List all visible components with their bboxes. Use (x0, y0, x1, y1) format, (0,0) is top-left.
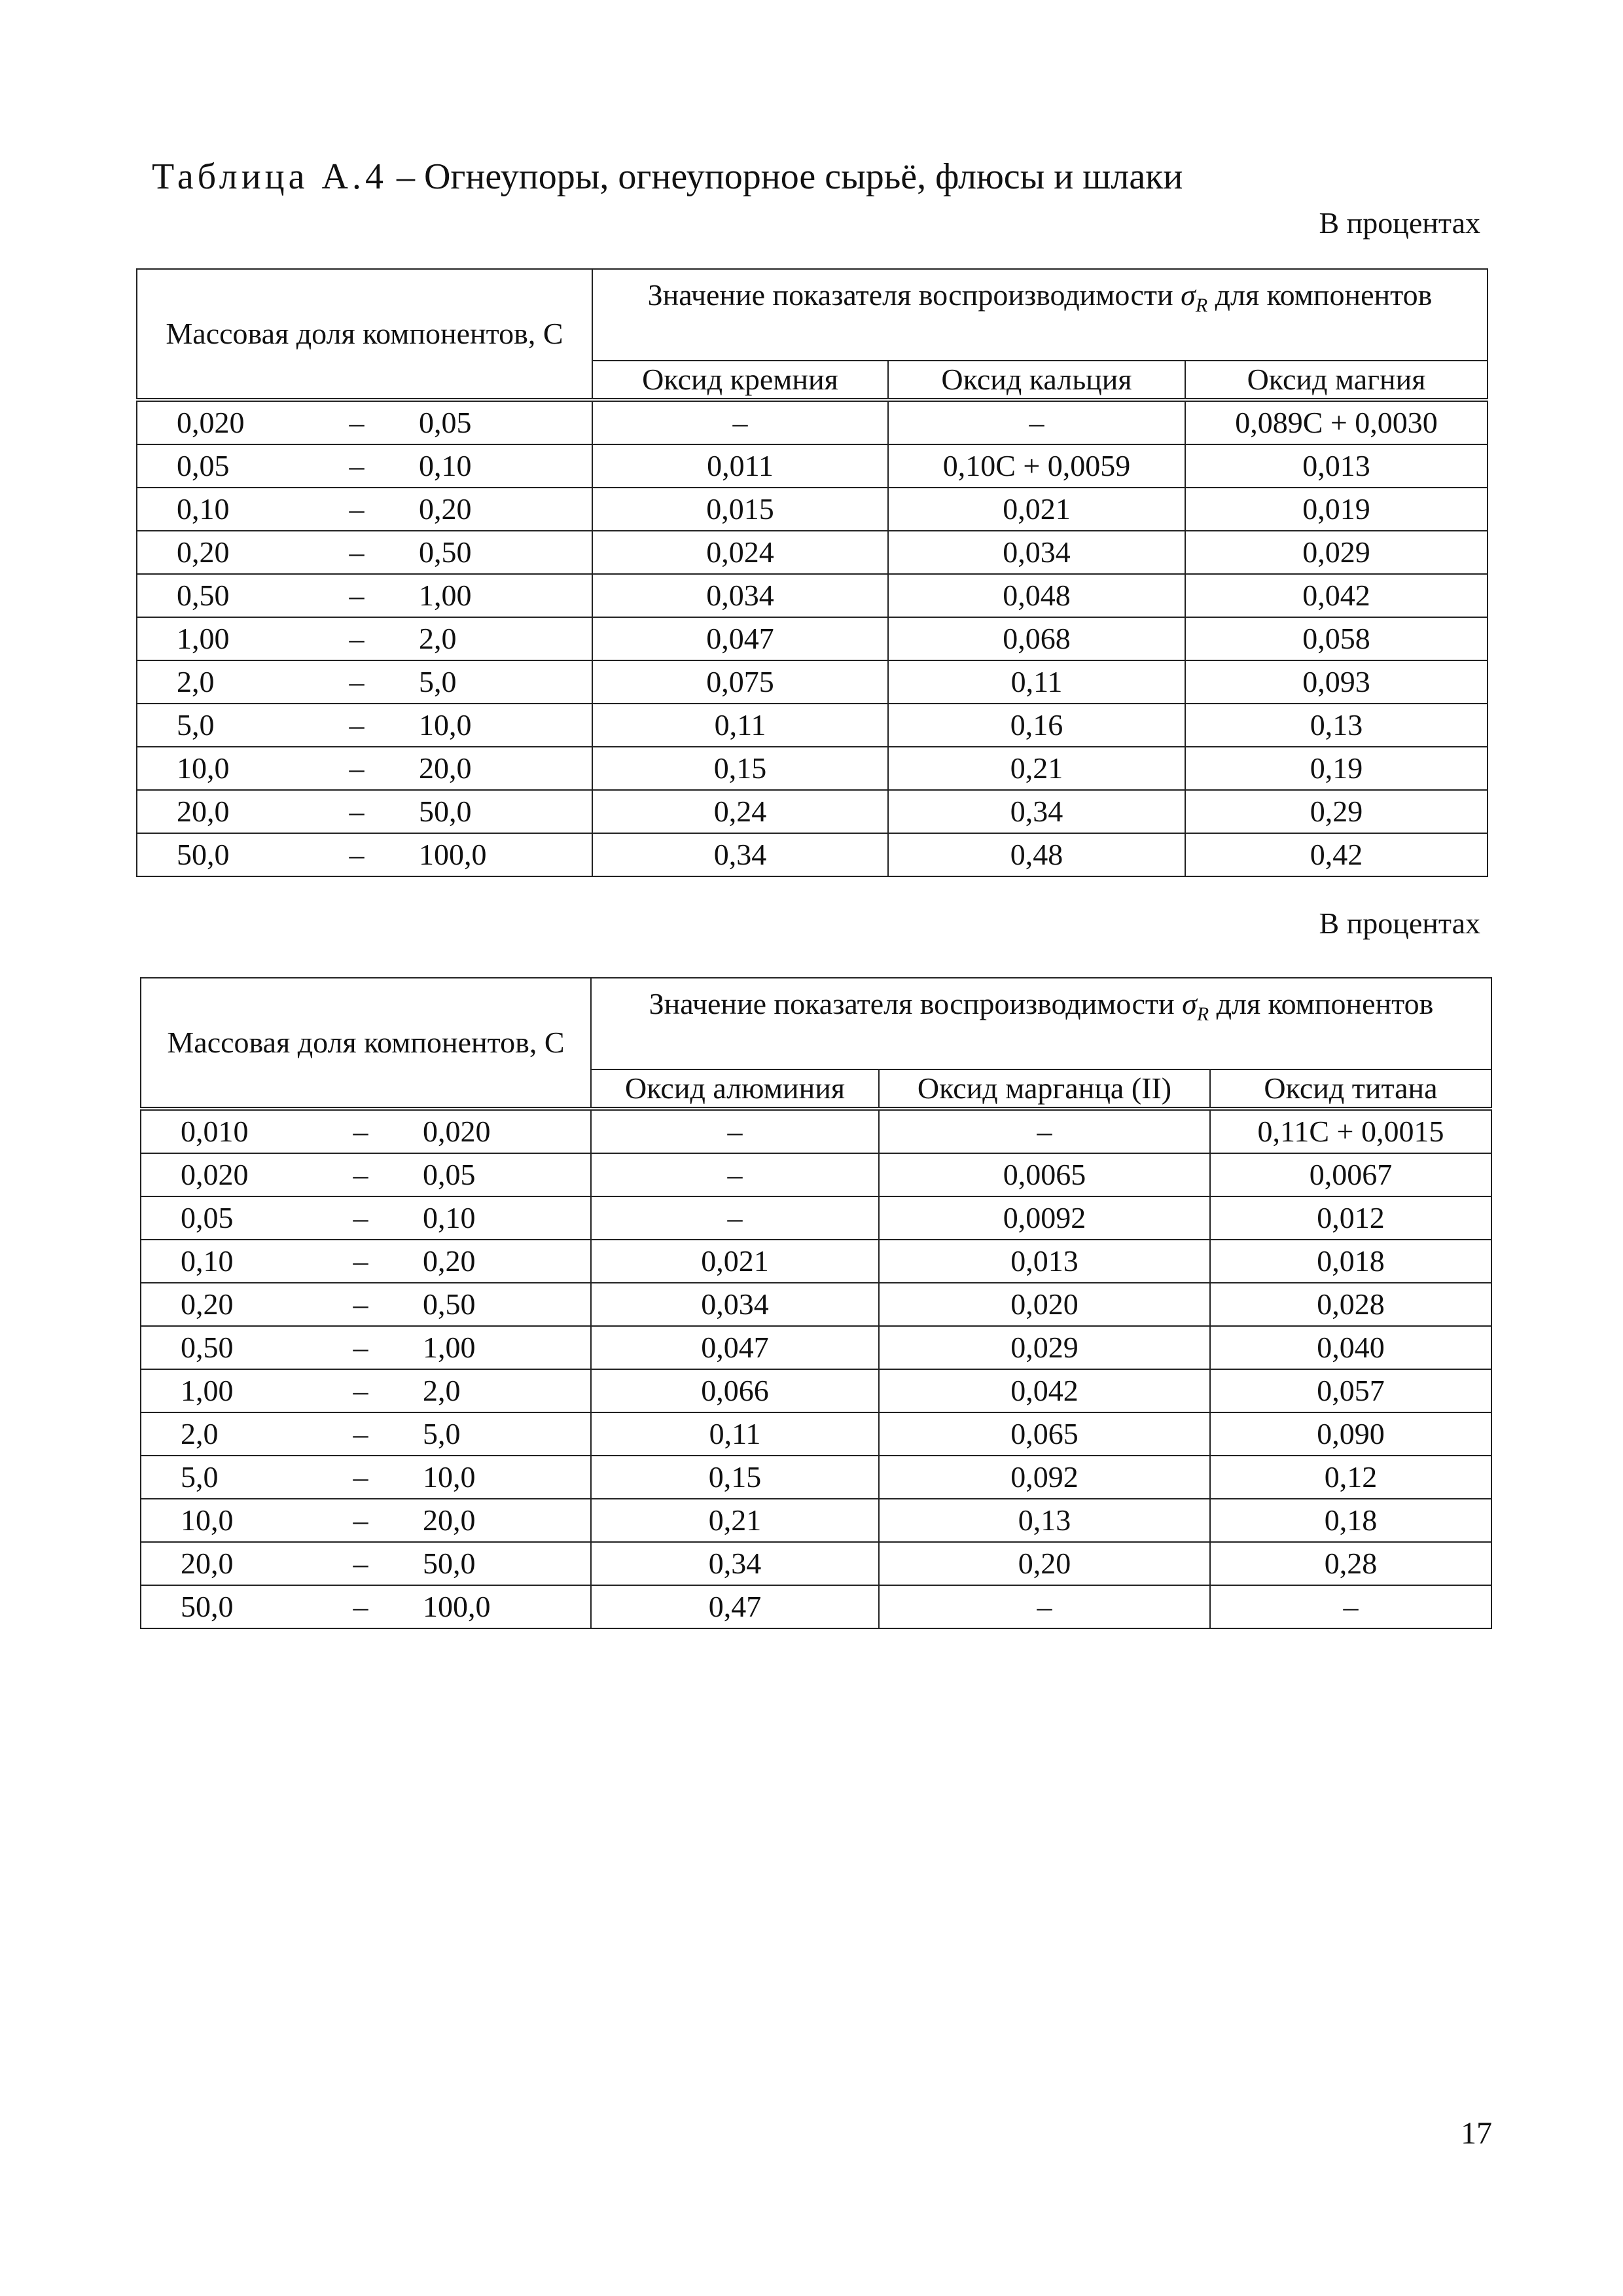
table-row (137, 617, 1488, 660)
column-header: Оксид кремния (592, 361, 888, 400)
value-cell: 0,065 (879, 1412, 1210, 1456)
value-cell: 0,28 (1210, 1542, 1491, 1585)
value-cell: 0,10С + 0,0059 (888, 444, 1185, 488)
value-cell: 0,20 (879, 1542, 1210, 1585)
value-cell: – (888, 400, 1185, 444)
reproducibility-table-1 (136, 268, 1488, 877)
range-cell (137, 617, 592, 660)
range-to: 5,0 (419, 665, 457, 698)
range-to: 0,20 (423, 1244, 476, 1278)
header-group-tail: для компонентов (1216, 987, 1434, 1020)
value-cell: 0,11 (591, 1412, 879, 1456)
range-to: 10,0 (419, 708, 472, 742)
range-to: 100,0 (423, 1590, 491, 1623)
range-cell (141, 1369, 591, 1412)
range-cell (141, 1240, 591, 1283)
value-cell: 0,089С + 0,0030 (1185, 400, 1488, 444)
range-dash: – (349, 622, 365, 655)
table-title-lead: Таблица А.4 (152, 156, 387, 197)
range-from: 0,50 (177, 579, 230, 612)
range-cell (141, 1326, 591, 1369)
range-dash: – (353, 1201, 368, 1234)
range-cell (137, 747, 592, 790)
range-from: 2,0 (181, 1417, 219, 1450)
value-cell: 0,34 (591, 1542, 879, 1585)
header-mass-fraction: Массовая доля компонентов, С (141, 978, 591, 1109)
table-row (141, 1283, 1491, 1326)
page-number: 17 (1461, 2116, 1492, 2151)
range-dash: – (353, 1158, 368, 1191)
value-cell: 0,34 (888, 790, 1185, 833)
range-to: 20,0 (423, 1503, 476, 1537)
range-from: 10,0 (181, 1503, 234, 1537)
value-cell: 0,058 (1185, 617, 1488, 660)
header-reproducibility (592, 269, 1488, 361)
range-cell (141, 1542, 591, 1585)
range-dash: – (349, 665, 365, 698)
range-from: 0,20 (177, 535, 230, 569)
range-cell (137, 444, 592, 488)
value-cell: 0,057 (1210, 1369, 1491, 1412)
value-cell: 0,013 (879, 1240, 1210, 1283)
value-cell: 0,15 (592, 747, 888, 790)
value-cell: – (1210, 1585, 1491, 1628)
range-to: 1,00 (423, 1331, 476, 1364)
value-cell: 0,011 (592, 444, 888, 488)
table-title-rest: – Огнеупоры, огнеупорное сырьё, флюсы и шлаки (387, 156, 1183, 197)
range-from: 0,020 (177, 406, 245, 439)
value-cell: – (591, 1109, 879, 1153)
range-dash: – (349, 795, 365, 828)
value-cell: 0,21 (888, 747, 1185, 790)
header-mass-fraction: Массовая доля компонентов, С (137, 269, 592, 400)
range-dash: – (349, 838, 365, 871)
table-row (141, 1499, 1491, 1542)
range-dash: – (349, 406, 365, 439)
column-header: Оксид титана (1210, 1069, 1491, 1109)
value-cell: 0,093 (1185, 660, 1488, 704)
range-to: 0,50 (423, 1287, 476, 1321)
table-row (141, 1369, 1491, 1412)
value-cell: 0,021 (591, 1240, 879, 1283)
range-to: 50,0 (419, 795, 472, 828)
range-cell (137, 488, 592, 531)
value-cell: 0,11 (592, 704, 888, 747)
range-from: 0,020 (181, 1158, 249, 1191)
value-cell: 0,047 (591, 1326, 879, 1369)
value-cell: 0,042 (1185, 574, 1488, 617)
range-dash: – (349, 449, 365, 482)
table-row (137, 660, 1488, 704)
range-dash: – (353, 1115, 368, 1148)
range-to: 1,00 (419, 579, 472, 612)
value-cell: 0,015 (592, 488, 888, 531)
range-to: 2,0 (423, 1374, 461, 1407)
range-dash: – (353, 1417, 368, 1450)
header-group-tail: для компонентов (1215, 278, 1433, 312)
range-cell (137, 531, 592, 574)
value-cell: 0,0067 (1210, 1153, 1491, 1196)
range-dash: – (349, 708, 365, 742)
range-to: 10,0 (423, 1460, 476, 1494)
range-dash: – (353, 1547, 368, 1580)
range-from: 0,10 (181, 1244, 234, 1278)
value-cell: – (591, 1153, 879, 1196)
range-dash: – (353, 1331, 368, 1364)
units-note: В процентах (1319, 206, 1480, 240)
value-cell: 0,034 (591, 1283, 879, 1326)
value-cell: 0,066 (591, 1369, 879, 1412)
header-group-text: Значение показателя воспроизводимости (649, 987, 1175, 1020)
table-body (141, 1109, 1491, 1628)
range-cell (141, 1109, 591, 1153)
range-dash: – (349, 492, 365, 526)
range-dash: – (353, 1460, 368, 1494)
range-dash: – (353, 1287, 368, 1321)
table-row (141, 1456, 1491, 1499)
value-cell: 0,11 (888, 660, 1185, 704)
value-cell: 0,0065 (879, 1153, 1210, 1196)
range-dash: – (353, 1590, 368, 1623)
table-body (137, 400, 1488, 876)
range-to: 5,0 (423, 1417, 461, 1450)
range-to: 50,0 (423, 1547, 476, 1580)
value-cell: 0,13 (879, 1499, 1210, 1542)
value-cell: 0,048 (888, 574, 1185, 617)
range-to: 0,05 (419, 406, 472, 439)
value-cell: 0,013 (1185, 444, 1488, 488)
range-dash: – (353, 1374, 368, 1407)
table-row (141, 1153, 1491, 1196)
value-cell: 0,034 (592, 574, 888, 617)
range-from: 1,00 (177, 622, 230, 655)
range-cell (137, 704, 592, 747)
range-cell (137, 660, 592, 704)
table-row (137, 574, 1488, 617)
value-cell: 0,13 (1185, 704, 1488, 747)
range-from: 0,010 (181, 1115, 249, 1148)
value-cell: 0,018 (1210, 1240, 1491, 1283)
table-row (141, 1109, 1491, 1153)
value-cell: – (879, 1585, 1210, 1628)
range-to: 0,020 (423, 1115, 491, 1148)
value-cell: 0,12 (1210, 1456, 1491, 1499)
range-cell (141, 1283, 591, 1326)
value-cell: 0,19 (1185, 747, 1488, 790)
table-row (137, 747, 1488, 790)
value-cell: 0,029 (1185, 531, 1488, 574)
range-cell (137, 574, 592, 617)
range-from: 10,0 (177, 751, 230, 785)
value-cell: 0,012 (1210, 1196, 1491, 1240)
range-from: 2,0 (177, 665, 215, 698)
range-to: 0,10 (419, 449, 472, 482)
value-cell: 0,075 (592, 660, 888, 704)
value-cell: 0,042 (879, 1369, 1210, 1412)
column-header: Оксид кальция (888, 361, 1185, 400)
value-cell: 0,029 (879, 1326, 1210, 1369)
range-to: 0,10 (423, 1201, 476, 1234)
value-cell: 0,090 (1210, 1412, 1491, 1456)
table-row (137, 444, 1488, 488)
range-dash: – (353, 1503, 368, 1537)
range-dash: – (349, 535, 365, 569)
range-from: 0,05 (181, 1201, 234, 1234)
range-to: 0,05 (423, 1158, 476, 1191)
value-cell: 0,18 (1210, 1499, 1491, 1542)
value-cell: 0,034 (888, 531, 1185, 574)
range-to: 2,0 (419, 622, 457, 655)
table-row (141, 1196, 1491, 1240)
value-cell: 0,047 (592, 617, 888, 660)
value-cell: 0,068 (888, 617, 1185, 660)
table-title (152, 156, 1183, 198)
value-cell: 0,11С + 0,0015 (1210, 1109, 1491, 1153)
header-group-text: Значение показателя воспроизводимости (647, 278, 1173, 312)
table-row (141, 1542, 1491, 1585)
column-header: Оксид магния (1185, 361, 1488, 400)
value-cell: 0,29 (1185, 790, 1488, 833)
value-cell: – (592, 400, 888, 444)
value-cell: 0,47 (591, 1585, 879, 1628)
value-cell: 0,092 (879, 1456, 1210, 1499)
range-cell (137, 790, 592, 833)
value-cell: – (591, 1196, 879, 1240)
range-from: 1,00 (181, 1374, 234, 1407)
value-cell: 0,48 (888, 833, 1185, 876)
range-from: 0,05 (177, 449, 230, 482)
range-cell (141, 1196, 591, 1240)
range-cell (137, 400, 592, 444)
range-from: 20,0 (177, 795, 230, 828)
value-cell: 0,24 (592, 790, 888, 833)
value-cell: 0,024 (592, 531, 888, 574)
range-to: 0,20 (419, 492, 472, 526)
range-cell (141, 1456, 591, 1499)
range-cell (137, 833, 592, 876)
value-cell: 0,0092 (879, 1196, 1210, 1240)
table-row (141, 1240, 1491, 1283)
range-cell (141, 1499, 591, 1542)
range-from: 0,20 (181, 1287, 234, 1321)
range-from: 5,0 (177, 708, 215, 742)
range-from: 20,0 (181, 1547, 234, 1580)
range-from: 0,50 (181, 1331, 234, 1364)
sigma-symbol: $\sigma_R$ (1182, 987, 1209, 1026)
table-row (137, 531, 1488, 574)
column-header: Оксид алюминия (591, 1069, 879, 1109)
value-cell: 0,019 (1185, 488, 1488, 531)
range-cell (141, 1412, 591, 1456)
value-cell: 0,16 (888, 704, 1185, 747)
value-cell: 0,020 (879, 1283, 1210, 1326)
range-to: 20,0 (419, 751, 472, 785)
value-cell: – (879, 1109, 1210, 1153)
value-cell: 0,21 (591, 1499, 879, 1542)
sigma-symbol: $\sigma_R$ (1181, 278, 1208, 317)
value-cell: 0,15 (591, 1456, 879, 1499)
units-note: В процентах (1319, 906, 1480, 940)
range-cell (141, 1585, 591, 1628)
table-row (141, 1326, 1491, 1369)
table-row (141, 1585, 1491, 1628)
table-row (137, 833, 1488, 876)
column-header: Оксид марганца (II) (879, 1069, 1210, 1109)
value-cell: 0,028 (1210, 1283, 1491, 1326)
range-from: 0,10 (177, 492, 230, 526)
range-from: 50,0 (177, 838, 230, 871)
range-to: 100,0 (419, 838, 487, 871)
table-row (137, 704, 1488, 747)
range-from: 5,0 (181, 1460, 219, 1494)
table-row (137, 488, 1488, 531)
range-dash: – (349, 579, 365, 612)
range-dash: – (353, 1244, 368, 1278)
header-reproducibility (591, 978, 1491, 1069)
table-row (137, 790, 1488, 833)
range-dash: – (349, 751, 365, 785)
range-from: 50,0 (181, 1590, 234, 1623)
range-to: 0,50 (419, 535, 472, 569)
range-cell (141, 1153, 591, 1196)
value-cell: 0,040 (1210, 1326, 1491, 1369)
value-cell: 0,34 (592, 833, 888, 876)
reproducibility-table-2 (140, 977, 1492, 1629)
value-cell: 0,021 (888, 488, 1185, 531)
table-row (137, 400, 1488, 444)
value-cell: 0,42 (1185, 833, 1488, 876)
table-row (141, 1412, 1491, 1456)
